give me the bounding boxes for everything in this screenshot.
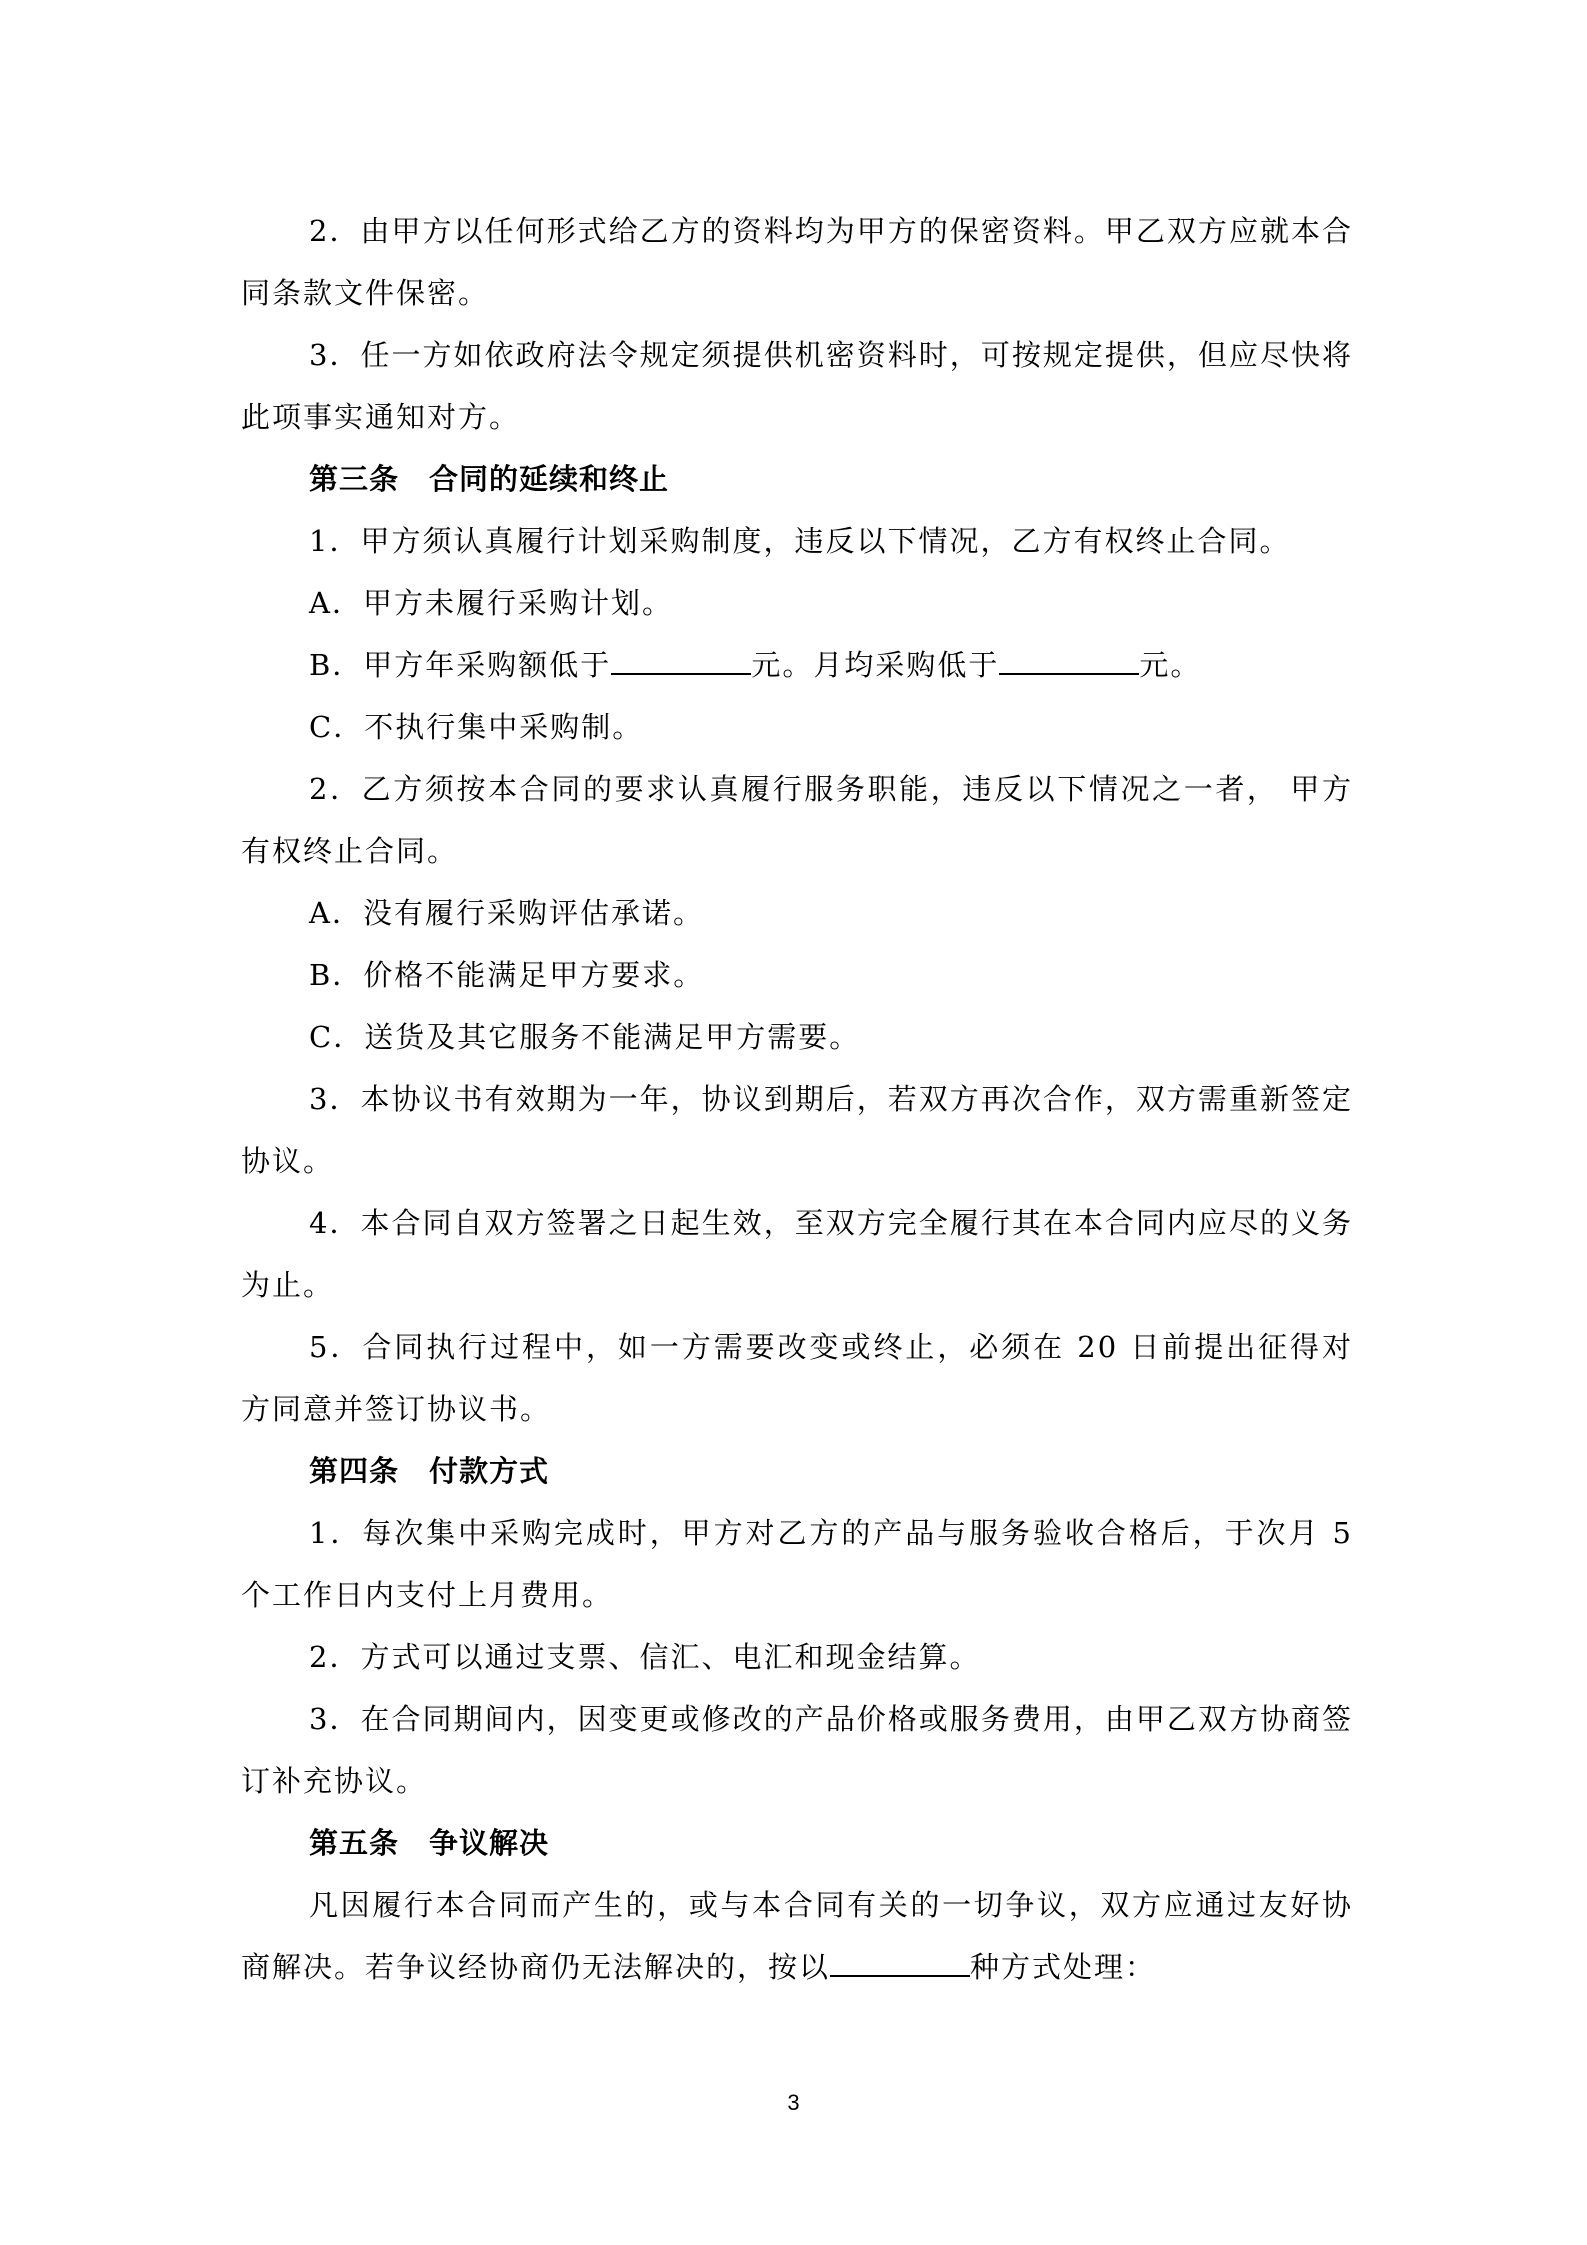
clause-3-4-paragraph: 4．本合同自双方签署之日起生效，至双方完全履行其在本合同内应尽的义务为止。 [241,1206,1353,1302]
clause-3-1-b-text-part-1: B．甲方年采购额低于 [309,648,612,682]
clause-4-1-paragraph: 1．每次集中采购完成时，甲方对乙方的产品与服务验收合格后，于次月 5 个工作日内支付上月费用。 [241,1516,1353,1612]
clause-5-text-part-1: 凡因履行本合同而产生的，或与本合同有关的一切争议，双方应通过友好协商解决。若争议经协商仍无法解决的，按以 [241,1888,1353,1984]
monthly-amount-blank [999,672,1139,675]
clause-3-1-a-paragraph: A．甲方未履行采购计划。 [309,586,673,620]
clause-3-1-b-text-part-2: 元。月均采购低于 [751,648,1000,682]
clause-3-1-b-paragraph [241,634,1353,696]
clause-3-1-c-paragraph: C．不执行集中采购制。 [309,710,644,744]
clause-3-2-paragraph: 2．乙方须按本合同的要求认真履行服务职能，违反以下情况之一者， 甲方有权终止合同。 [241,772,1353,868]
clause-3-2-b-paragraph: B．价格不能满足甲方要求。 [309,958,705,992]
clause-5-paragraph [241,1874,1353,1998]
article-3-heading: 第三条 合同的延续和终止 [309,462,670,496]
clause-3-2-a-paragraph: A．没有履行采购评估承诺。 [309,896,704,930]
document-body [241,200,1353,1998]
clause-3-2-c-paragraph: C．送货及其它服务不能满足甲方需要。 [309,1020,861,1054]
clause-2-3-paragraph: 3．任一方如依政府法令规定须提供机密资料时，可按规定提供，但应尽快将此项事实通知对方。 [241,338,1353,434]
clause-4-3-paragraph: 3．在合同期间内，因变更或修改的产品价格或服务费用，由甲乙双方协商签订补充协议。 [241,1702,1353,1798]
annual-amount-blank [611,672,751,675]
clause-3-1-b-text-part-3: 元。 [1139,648,1202,682]
clause-3-1-paragraph: 1．甲方须认真履行计划采购制度，违反以下情况，乙方有权终止合同。 [309,524,1291,558]
clause-3-3-paragraph: 3．本协议书有效期为一年，协议到期后，若双方再次合作，双方需重新签定协议。 [241,1082,1353,1178]
clause-2-2-paragraph: 2．由甲方以任何形式给乙方的资料均为甲方的保密资料。甲乙双方应就本合同条款文件保密。 [241,214,1353,310]
clause-4-2-paragraph: 2．方式可以通过支票、信汇、电汇和现金结算。 [309,1640,981,1674]
dispute-method-blank [830,1974,970,1977]
page-number: 3 [787,2090,800,2115]
clause-5-text-part-2: 种方式处理： [970,1950,1157,1984]
article-5-heading: 第五条 争议解决 [309,1826,550,1860]
article-4-heading: 第四条 付款方式 [309,1454,550,1488]
clause-3-5-paragraph: 5．合同执行过程中，如一方需要改变或终止，必须在 20 日前提出征得对方同意并签订协议书。 [241,1330,1353,1426]
